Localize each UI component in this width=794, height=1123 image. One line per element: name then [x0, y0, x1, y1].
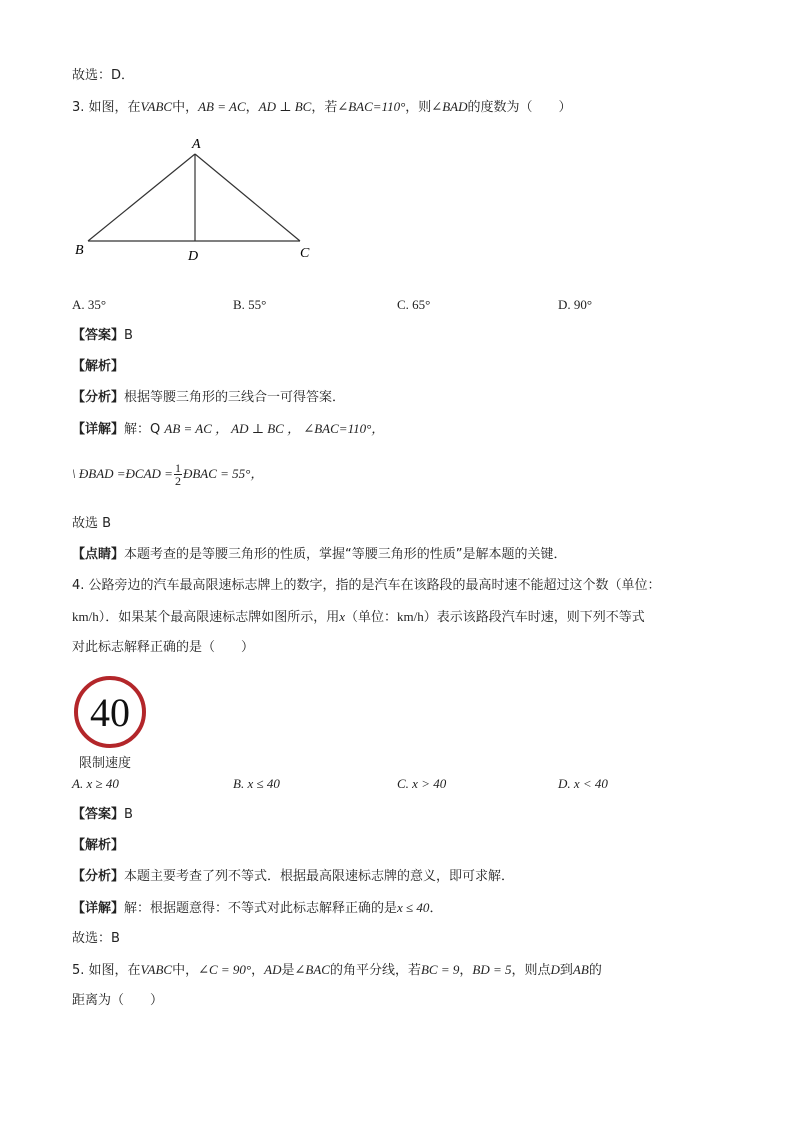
q3-option-d: D. 90° — [558, 297, 593, 312]
q4-option-c: C. x > 40 — [397, 776, 447, 791]
q3-option-b: B. 55° — [233, 297, 267, 312]
previous-answer: 故选：D． — [72, 68, 135, 83]
q3-fenxi: 【分析】根据等腰三角形的三线合一可得答案． — [72, 390, 346, 405]
fraction-one-half: $\frac{1}{2}$ — [174, 461, 181, 488]
q3-conclusion: 故选 B — [72, 516, 112, 531]
q4-answer: 【答案】B — [72, 807, 133, 822]
q4-stem-line3: 对此标志解释正确的是（ ） — [72, 640, 255, 655]
q3-dianjing: 【点睛】本题考查的是等腰三角形的性质，掌握“等腰三角形的性质”是解本题的关键． — [72, 547, 567, 562]
speed-limit-label: 限制速度 — [79, 756, 132, 771]
q3-xiangjie: 【详解】解：Q AB = AC ， AD ⊥ BC ， ∠BAC=110°， — [72, 421, 385, 437]
q3-analysis-heading: 【解析】 — [72, 359, 125, 374]
q4-stem-line1: 4. 公路旁边的汽车最高限速标志牌上的数字，指的是汽车在该路段的最高时速不能超过这个数（单位： — [72, 578, 661, 593]
speed-limit-circle: 40 — [74, 676, 146, 748]
q4-analysis-heading: 【解析】 — [72, 838, 125, 853]
q3-option-c: C. 65° — [397, 297, 431, 312]
q4-option-b: B. x ≤ 40 — [233, 776, 280, 791]
q4-conclusion: 故选：B — [72, 931, 120, 946]
q3-stem: 3. 如图，在VABC中，AB = AC，AD ⊥ BC，若∠BAC=110°，则∠BAD的度数为（ ） — [72, 99, 572, 115]
q5-stem-line2: 距离为（ ） — [72, 993, 164, 1008]
segment-ab — [88, 154, 195, 241]
label-d: D — [188, 249, 199, 264]
q5-stem-line1: 5. 如图，在VABC中，∠C = 90°，AD是∠BAC的角平分线，若BC = 9，BD = 5，则点D到AB的 — [72, 962, 602, 978]
q3-answer: 【答案】B — [72, 328, 133, 343]
q4-option-d: D. x < 40 — [558, 776, 608, 791]
label-c: C — [300, 246, 310, 261]
q4-stem-line2: km/h）．如果某个最高限速标志牌如图所示，用x（单位：km/h）表示该路段汽车时速，则下列不等式 — [72, 609, 645, 625]
label-b: B — [75, 243, 84, 258]
q4-option-a: A. x ≥ 40 — [72, 776, 119, 791]
segment-ac — [195, 154, 300, 241]
speed-limit-sign — [72, 676, 148, 771]
label-a: A — [192, 137, 201, 152]
q4-xiangjie: 【详解】解：根据题意得：不等式对此标志解释正确的是x ≤ 40． — [72, 900, 443, 916]
q4-fenxi: 【分析】本题主要考查了列不等式．根据最高限速标志牌的意义，即可求解． — [72, 869, 515, 884]
q3-solution-step: \ ÐBAD =ÐCAD = $\frac{1}{2}$ ÐBAC = 55°， — [72, 461, 264, 488]
q3-option-a: A. 35° — [72, 297, 107, 312]
q3-triangle-figure — [60, 130, 330, 270]
